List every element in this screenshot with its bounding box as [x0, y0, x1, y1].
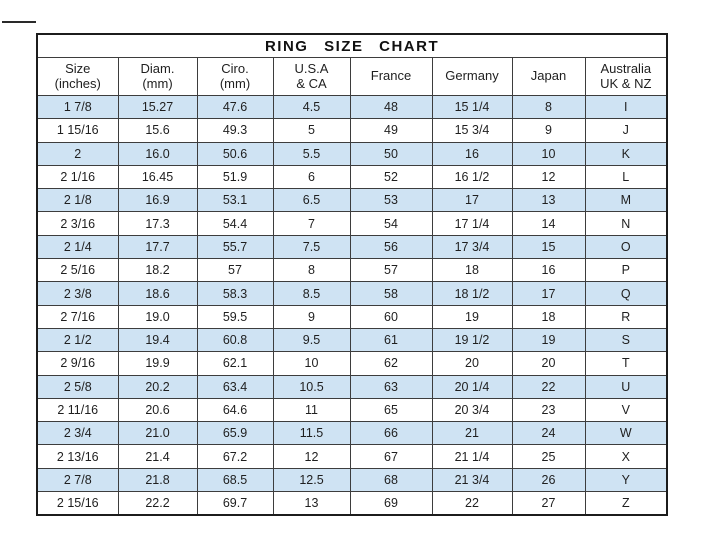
table-cell: 55.7 — [197, 235, 273, 258]
table-cell: 22 — [432, 492, 512, 516]
table-cell: 60.8 — [197, 328, 273, 351]
table-cell: I — [585, 96, 667, 119]
table-cell: 49.3 — [197, 119, 273, 142]
table-cell: 21 — [432, 422, 512, 445]
table-cell: 15.6 — [118, 119, 197, 142]
table-cell: 26 — [512, 468, 585, 491]
table-row — [37, 259, 667, 282]
table-cell: 22.2 — [118, 492, 197, 516]
table-cell: 2 1/16 — [37, 165, 118, 188]
table-cell: 7 — [273, 212, 350, 235]
table-cell: 20 — [512, 352, 585, 375]
table-cell: 2 3/16 — [37, 212, 118, 235]
column-header-label: Size — [65, 60, 91, 76]
table-cell: 9 — [273, 305, 350, 328]
table-cell: 18.6 — [118, 282, 197, 305]
table-cell: M — [585, 189, 667, 212]
table-cell: 5.5 — [273, 142, 350, 165]
table-cell: 12 — [273, 445, 350, 468]
table-cell: 53 — [350, 189, 432, 212]
table-cell: 21.0 — [118, 422, 197, 445]
table-cell: 4.5 — [273, 96, 350, 119]
table-cell: 2 5/8 — [37, 375, 118, 398]
table-cell: 20.6 — [118, 398, 197, 421]
table-cell: 9 — [512, 119, 585, 142]
table-cell: 19 — [432, 305, 512, 328]
table-row — [37, 422, 667, 445]
table-cell: L — [585, 165, 667, 188]
table-row — [37, 375, 667, 398]
table-row — [37, 212, 667, 235]
table-cell: 2 3/4 — [37, 422, 118, 445]
column-header-circumference-mm — [197, 58, 273, 96]
table-cell: 19.9 — [118, 352, 197, 375]
table-cell: 11.5 — [273, 422, 350, 445]
table-cell: 16 — [432, 142, 512, 165]
column-header-sublabel: & CA — [296, 75, 327, 91]
table-row — [37, 492, 667, 516]
table-row — [37, 96, 667, 119]
column-header-sublabel: (mm) — [142, 75, 173, 91]
table-cell: 18 1/2 — [432, 282, 512, 305]
table-body — [37, 96, 667, 516]
column-header-germany — [432, 58, 512, 96]
table-cell: 16 1/2 — [432, 165, 512, 188]
column-header-japan — [512, 58, 585, 96]
table-cell: 2 1/4 — [37, 235, 118, 258]
table-cell: 20.2 — [118, 375, 197, 398]
table-cell: 12 — [512, 165, 585, 188]
table-cell: 64.6 — [197, 398, 273, 421]
table-cell: Q — [585, 282, 667, 305]
table-cell: 19.4 — [118, 328, 197, 351]
table-cell: 60 — [350, 305, 432, 328]
table-cell: 68.5 — [197, 468, 273, 491]
table-cell: U — [585, 375, 667, 398]
table-cell: X — [585, 445, 667, 468]
table-cell: 21.4 — [118, 445, 197, 468]
table-row — [37, 445, 667, 468]
table-cell: 54 — [350, 212, 432, 235]
table-cell: S — [585, 328, 667, 351]
table-row — [37, 398, 667, 421]
table-cell: R — [585, 305, 667, 328]
table-cell: 50 — [350, 142, 432, 165]
table-cell: 65 — [350, 398, 432, 421]
table-cell: 2 13/16 — [37, 445, 118, 468]
table-cell: 49 — [350, 119, 432, 142]
table-cell: K — [585, 142, 667, 165]
table-cell: 21.8 — [118, 468, 197, 491]
column-header-sublabel: UK & NZ — [600, 75, 652, 91]
scan-artifact-line — [2, 21, 36, 23]
table-cell: O — [585, 235, 667, 258]
table-cell: Z — [585, 492, 667, 516]
table-cell: 17 1/4 — [432, 212, 512, 235]
table-cell: 2 1/2 — [37, 328, 118, 351]
table-cell: 11 — [273, 398, 350, 421]
table-cell: 19.0 — [118, 305, 197, 328]
table-cell: 2 5/16 — [37, 259, 118, 282]
table-cell: 63 — [350, 375, 432, 398]
chart-title: RING SIZE CHART — [37, 34, 667, 58]
table-cell: 13 — [273, 492, 350, 516]
table-cell: 67 — [350, 445, 432, 468]
table-cell: P — [585, 259, 667, 282]
table-row — [37, 328, 667, 351]
table-cell: 2 7/8 — [37, 468, 118, 491]
table-cell: 65.9 — [197, 422, 273, 445]
table-cell: 19 1/2 — [432, 328, 512, 351]
column-header-label: Ciro. — [221, 60, 249, 76]
table-cell: 13 — [512, 189, 585, 212]
column-header-label: France — [370, 68, 412, 84]
table-cell: 2 1/8 — [37, 189, 118, 212]
table-cell: 8 — [273, 259, 350, 282]
table-cell: 56 — [350, 235, 432, 258]
table-cell: 2 9/16 — [37, 352, 118, 375]
table-cell: 20 3/4 — [432, 398, 512, 421]
table-row — [37, 189, 667, 212]
table-cell: 16 — [512, 259, 585, 282]
column-header-australia-uk-nz — [585, 58, 667, 96]
table-cell: 8 — [512, 96, 585, 119]
table-cell: 2 7/16 — [37, 305, 118, 328]
table-cell: 23 — [512, 398, 585, 421]
table-cell: 63.4 — [197, 375, 273, 398]
table-cell: 17 — [432, 189, 512, 212]
table-cell: 66 — [350, 422, 432, 445]
table-cell: 18.2 — [118, 259, 197, 282]
table-row — [37, 282, 667, 305]
column-header-label: Australia — [600, 60, 652, 76]
table-cell: V — [585, 398, 667, 421]
table-cell: 69 — [350, 492, 432, 516]
table-cell: 69.7 — [197, 492, 273, 516]
table-cell: Y — [585, 468, 667, 491]
column-header-france — [350, 58, 432, 96]
table-cell: 2 15/16 — [37, 492, 118, 516]
table-cell: 15 — [512, 235, 585, 258]
table-cell: 62.1 — [197, 352, 273, 375]
table-cell: 58.3 — [197, 282, 273, 305]
table-cell: 19 — [512, 328, 585, 351]
table-cell: 62 — [350, 352, 432, 375]
table-cell: 2 — [37, 142, 118, 165]
table-cell: 18 — [432, 259, 512, 282]
table-row — [37, 352, 667, 375]
table-cell: 1 15/16 — [37, 119, 118, 142]
table-cell: 22 — [512, 375, 585, 398]
table-cell: 24 — [512, 422, 585, 445]
table-cell: 59.5 — [197, 305, 273, 328]
table-cell: 7.5 — [273, 235, 350, 258]
table-cell: 8.5 — [273, 282, 350, 305]
table-cell: 57 — [197, 259, 273, 282]
table-cell: 68 — [350, 468, 432, 491]
table-cell: 52 — [350, 165, 432, 188]
table-cell: 5 — [273, 119, 350, 142]
table-row — [37, 468, 667, 491]
table-cell: 15.27 — [118, 96, 197, 119]
column-header-sublabel: (inches) — [54, 75, 101, 91]
table-cell: 17.3 — [118, 212, 197, 235]
column-header-label: Japan — [530, 68, 567, 84]
table-cell: 10.5 — [273, 375, 350, 398]
table-cell: 25 — [512, 445, 585, 468]
table-cell: 14 — [512, 212, 585, 235]
table-row — [37, 119, 667, 142]
table-cell: W — [585, 422, 667, 445]
table-cell: 16.9 — [118, 189, 197, 212]
ring-size-chart-table — [36, 33, 668, 516]
column-header-label: Diam. — [140, 60, 175, 76]
table-row — [37, 305, 667, 328]
table-cell: 57 — [350, 259, 432, 282]
table-cell: 17.7 — [118, 235, 197, 258]
table-row — [37, 142, 667, 165]
table-cell: 10 — [512, 142, 585, 165]
table-cell: 58 — [350, 282, 432, 305]
table-cell: 2 11/16 — [37, 398, 118, 421]
table-cell: 20 — [432, 352, 512, 375]
column-header-diameter-mm — [118, 58, 197, 96]
table-cell: 51.9 — [197, 165, 273, 188]
table-cell: 2 3/8 — [37, 282, 118, 305]
table-cell: 16.0 — [118, 142, 197, 165]
table-cell: 6.5 — [273, 189, 350, 212]
table-cell: 21 3/4 — [432, 468, 512, 491]
header-row — [37, 58, 667, 96]
table-row — [37, 165, 667, 188]
table-cell: 21 1/4 — [432, 445, 512, 468]
table-cell: 53.1 — [197, 189, 273, 212]
table-row — [37, 235, 667, 258]
table-cell: T — [585, 352, 667, 375]
table-cell: 54.4 — [197, 212, 273, 235]
column-header-sublabel: (mm) — [219, 75, 251, 91]
table-cell: 12.5 — [273, 468, 350, 491]
table-cell: 67.2 — [197, 445, 273, 468]
table-cell: N — [585, 212, 667, 235]
table-cell: 27 — [512, 492, 585, 516]
column-header-label: U.S.A — [294, 60, 329, 76]
table-cell: 1 7/8 — [37, 96, 118, 119]
table-cell: 15 3/4 — [432, 119, 512, 142]
title-row — [37, 34, 667, 58]
table-cell: 17 — [512, 282, 585, 305]
table-cell: 50.6 — [197, 142, 273, 165]
table-cell: 15 1/4 — [432, 96, 512, 119]
column-header-usa-ca — [273, 58, 350, 96]
table-cell: 9.5 — [273, 328, 350, 351]
column-header-size-inches — [37, 58, 118, 96]
table-cell: 17 3/4 — [432, 235, 512, 258]
table-cell: J — [585, 119, 667, 142]
table-cell: 47.6 — [197, 96, 273, 119]
table-cell: 48 — [350, 96, 432, 119]
table-cell: 16.45 — [118, 165, 197, 188]
table-cell: 20 1/4 — [432, 375, 512, 398]
table-cell: 10 — [273, 352, 350, 375]
table-cell: 61 — [350, 328, 432, 351]
table-cell: 18 — [512, 305, 585, 328]
column-header-label: Germany — [445, 68, 499, 84]
table-cell: 6 — [273, 165, 350, 188]
